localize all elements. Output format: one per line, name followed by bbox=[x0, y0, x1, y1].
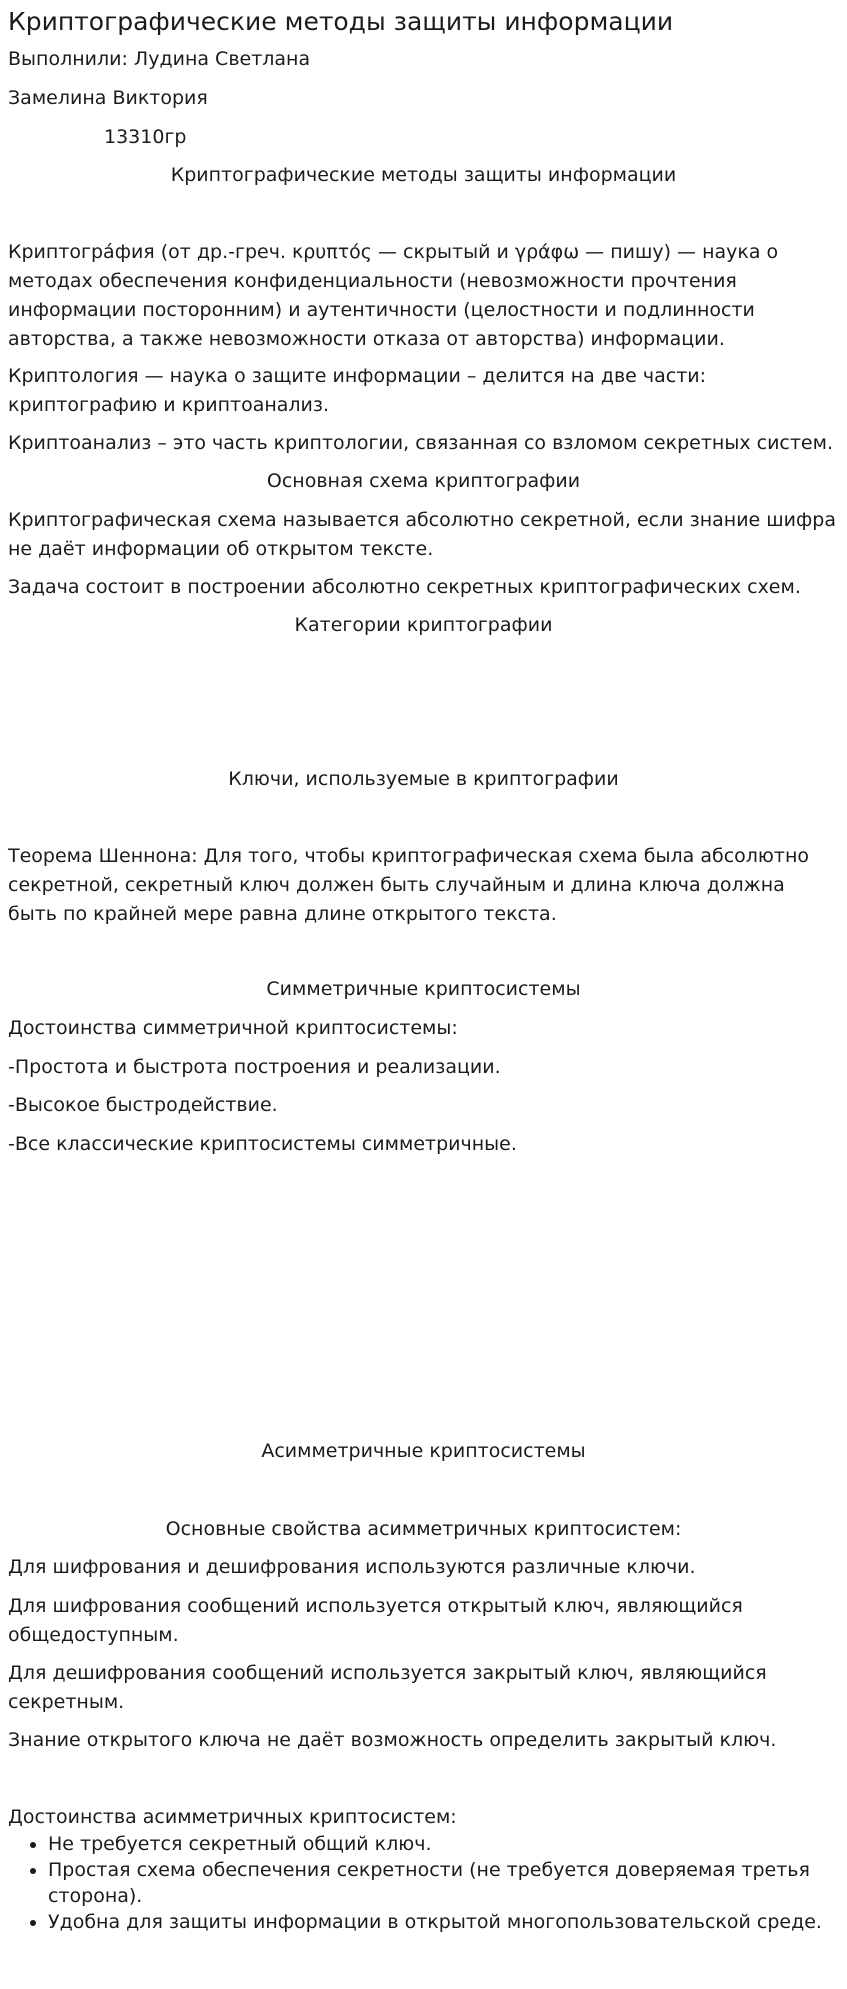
asymmetric-advantages-heading: Достоинства асимметричных криптосистем: bbox=[8, 1806, 457, 1828]
asymmetric-property: Для дешифрования сообщений используется закрытый ключ, являющийся секретным. bbox=[8, 1662, 767, 1713]
page-title: Криптографические методы защиты информации bbox=[8, 7, 674, 36]
list-item: • Простая схема обеспечения секретности (не требуется доверяемая третья сторона). bbox=[48, 1857, 838, 1909]
paragraph-cryptology: Криптология — наука о защите информации – делится на две части: криптографию и криптоанализ. bbox=[8, 365, 707, 416]
asymmetric-properties-heading: Основные свойства асимметричных криптосистем: bbox=[165, 1518, 682, 1540]
authors-line-1: Выполнили: Лудина Светлана bbox=[8, 48, 311, 70]
symmetric-advantages-heading: Достоинства симметричной криптосистемы: bbox=[8, 1017, 458, 1039]
heading-categories: Категории криптографии bbox=[294, 614, 553, 636]
group-number: 13310гр bbox=[104, 126, 187, 148]
heading-symmetric: Симметричные криптосистемы bbox=[266, 978, 581, 1000]
list-item: • Удобна для защиты информации в открытой многопользовательской среде. bbox=[48, 1909, 838, 1935]
asymmetric-advantages-list bbox=[0, 1831, 838, 1935]
symmetric-advantage-item: -Все классические криптосистемы симметричные. bbox=[8, 1133, 517, 1155]
paragraph-shannon: Теорема Шеннона: Для того, чтобы криптографическая схема была абсолютно секретной, секретный ключ должен быть случайным и длина ключа должна быть по крайней мере равна длине открытого текста. bbox=[8, 845, 810, 925]
paragraph-cryptanalysis: Криптоанализ – это часть криптологии, связанная со взломом секретных систем. bbox=[8, 432, 833, 454]
heading-basic-scheme: Основная схема криптографии bbox=[266, 470, 581, 492]
asymmetric-property: Для шифрования и дешифрования используются различные ключи. bbox=[8, 1556, 696, 1578]
list-item: • Не требуется секретный общий ключ. bbox=[48, 1831, 838, 1857]
symmetric-advantage-item: -Простота и быстрота построения и реализации. bbox=[8, 1056, 501, 1078]
symmetric-advantage-item: -Высокое быстродействие. bbox=[8, 1094, 278, 1116]
asymmetric-property: Знание открытого ключа не даёт возможность определить закрытый ключ. bbox=[8, 1729, 777, 1751]
paragraph-absolute-secret: Криптографическая схема называется абсолютно секретной, если знание шифра не даёт информации об открытом тексте. bbox=[8, 509, 836, 560]
heading-keys: Ключи, используемые в криптографии bbox=[228, 768, 619, 790]
asymmetric-property: Для шифрования сообщений используется открытый ключ, являющийся общедоступным. bbox=[8, 1595, 743, 1646]
heading-asymmetric: Асимметричные криптосистемы bbox=[261, 1440, 586, 1462]
paragraph-task: Задача состоит в построении абсолютно секретных криптографических схем. bbox=[8, 576, 801, 598]
paragraph-definition: Криптогра́фия (от др.-греч. κρυπτός — скрытый и γράφω — пишу) — наука о методах обеспечения конфиденциальности (невозможности прочтения информации посторонним) и аутентичности (целостности и подлинности авторства, а также невозможности отказа от авторства) информации. bbox=[8, 241, 779, 350]
subtitle-heading: Криптографические методы защиты информации bbox=[170, 164, 677, 186]
authors-line-2: Замелина Виктория bbox=[8, 87, 208, 109]
